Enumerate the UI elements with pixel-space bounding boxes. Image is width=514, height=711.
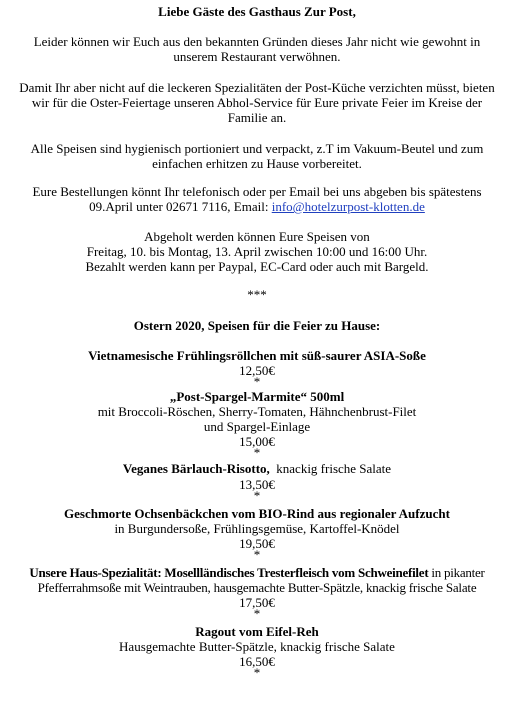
dish-name: Ragout vom Eifel-Reh [195, 624, 319, 639]
dish-name-suffix: knackig frische Salate [276, 461, 392, 476]
intro-line: Leider können wir Euch aus den bekannten Gründen dieses Jahr nicht wie gewohnt in [33, 34, 481, 49]
email-link[interactable]: info@hotelzurpost-klotten.de [271, 199, 425, 214]
dish-desc: und Spargel-Einlage [203, 419, 311, 434]
dish-name: „Post-Spargel-Marmite“ 500ml [169, 389, 345, 404]
separator: * [253, 665, 261, 680]
dish-name: Veganes Bärlauch-Risotto, knackig frische Salate [122, 461, 392, 476]
dish-price: 17,50€ [239, 595, 275, 610]
dish-desc: mit Broccoli-Röschen, Sherry-Tomaten, Hähnchenbrust-Filet [97, 404, 417, 419]
dish-price: 16,50€ [239, 654, 275, 669]
paragraph-line: Alle Speisen sind hygienisch portioniert und verpackt, z.T im Vakuum-Beutel und zum [30, 141, 484, 156]
paragraph-line: Familie an. [227, 110, 287, 125]
order-line: Eure Bestellungen könnt Ihr telefonisch oder per Email bei uns abgeben bis spätestens [32, 184, 482, 199]
dish-price: 15,00€ [239, 434, 275, 449]
dish-name: Geschmorte Ochsenbäckchen vom BIO-Rind aus regionaler Aufzucht [64, 506, 450, 521]
order-line-prefix: 09.April unter 02671 7116, Email: [89, 199, 272, 214]
pickup-line: Freitag, 10. bis Montag, 13. April zwischen 10:00 und 16:00 Uhr. [86, 244, 428, 259]
dish-desc: in Burgundersoße, Frühlingsgemüse, Kartoffel-Knödel [114, 521, 400, 536]
paragraph-line: wir für die Oster-Feiertage unseren Abhol-Service für Eure private Feier im Kreise der [31, 95, 483, 110]
dish-price: 13,50€ [239, 477, 275, 492]
separator: * [253, 547, 261, 562]
divider: *** [247, 287, 267, 302]
dish-name: Vietnamesische Frühlingsröllchen mit süß-saurer ASIA-Soße [88, 348, 426, 363]
dish-name: Unsere Haus-Spezialität: Mosellländisches Tresterfleisch vom Schweinefilet in pikanter [29, 565, 485, 580]
paragraph-line: einfachen erhitzen zu Hause vorbereitet. [152, 156, 362, 171]
dish-desc: Hausgemachte Butter-Spätzle, knackig frische Salate [119, 639, 395, 654]
separator: * [253, 445, 261, 460]
order-line [0, 199, 514, 214]
separator: * [253, 606, 261, 621]
separator: * [253, 374, 261, 389]
dish-name-suffix: in pikanter [431, 565, 485, 580]
dish-desc: Pfefferrahmsoße mit Weintrauben, hausgemachte Butter-Spätzle, knackig frische Salate [37, 580, 477, 595]
intro-line: unserem Restaurant verwöhnen. [173, 49, 341, 64]
separator: * [253, 488, 261, 503]
dish-price: 12,50€ [239, 363, 275, 378]
paragraph-line: Damit Ihr aber nicht auf die leckeren Spezialitäten der Post-Küche verzichten müsst, bieten [19, 80, 495, 95]
pickup-line: Bezahlt werden kann per Paypal, EC-Card oder auch mit Bargeld. [85, 259, 429, 274]
pickup-line: Abgeholt werden können Eure Speisen von [144, 229, 370, 244]
dish-price: 19,50€ [239, 536, 275, 551]
menu-title: Ostern 2020, Speisen für die Feier zu Hause: [133, 318, 381, 333]
greeting: Liebe Gäste des Gasthaus Zur Post, [158, 4, 356, 19]
